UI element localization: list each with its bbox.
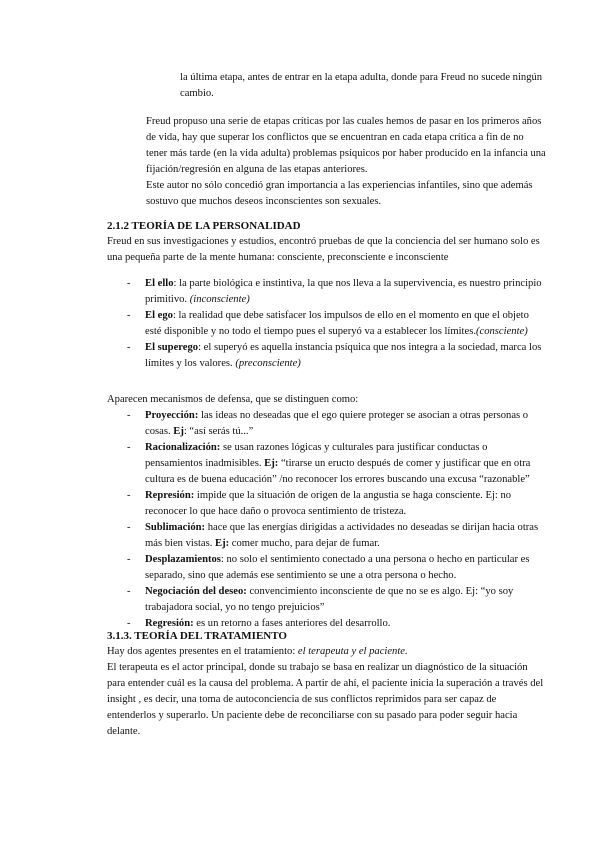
item-note: (consciente) <box>475 326 528 337</box>
dash-bullet: - <box>127 618 131 629</box>
list-item-ello <box>107 276 547 308</box>
list-item-sublimacion <box>107 520 547 552</box>
dash-bullet: - <box>127 278 131 289</box>
tratamiento-intro <box>107 644 547 660</box>
item-text: impide que la situación de origen de la angustia se haga consciente. Ej: no reconocer lo que hace daño o provoca sentimiento de tristeza. <box>145 490 512 517</box>
item-text: : la realidad que debe satisfacer los impulsos de ello en el momento en que el objeto esté disponible y no todo el tiempo pues el superyó va a establecer los límites. <box>145 310 529 337</box>
mecanismos-intro: Aparecen mecanismos de defensa, que se distinguen como: <box>107 394 359 405</box>
item-text: : no solo el sentimiento conectado a una persona o hecho en particular es separado, sino que además ese sentimiento se une a otra persona o hecho. <box>145 554 530 581</box>
dash-bullet: - <box>127 522 131 533</box>
dash-bullet: - <box>127 442 131 453</box>
list-item-desplazamientos <box>107 552 547 584</box>
item-text: se usan razones lógicas y culturales para justificar conductas o pensamientos inadmisibles. <box>145 442 488 469</box>
list-item-negociacion <box>107 584 547 616</box>
example-text: comer mucho, para dejar de fumar. <box>229 538 380 549</box>
term: Desplazamientos <box>145 554 221 565</box>
item-note: (preconsciente) <box>235 358 301 369</box>
example-label: Ej: <box>264 458 279 469</box>
term: Negociación del deseo: <box>145 586 247 597</box>
dash-bullet: - <box>127 490 131 501</box>
freud-paragraph-line1: Freud propuso una serie de etapas críticas por las cuales hemos de pasar en los primeros años de vida, hay que superar los conflictos que se encuentran en cada etapa crítica a fin de no tener más tarde (en la vida adulta) problemas psíquicos por haber producido en la infancia una fijación/regresión en alguna de las etapas anteriores. <box>146 116 546 175</box>
example-label: Ej <box>173 426 184 437</box>
tratamiento-paragraph: El terapeuta es el actor principal, donde su trabajo se basa en realizar un diagnóstico de la situación para entender cuál es la causa del problema. A partir de ahí, el paciente inicia la superación a través del insight , es decir, una toma de autoconciencia de sus conflictos reprimidos para ser capaz de entenderlos y superarlo. Un paciente debe de reconciliarse con su pasado para poder seguir hacia delante. <box>107 662 544 737</box>
dash-bullet: - <box>127 554 131 565</box>
tratamiento-body <box>107 644 547 740</box>
term: El superego <box>145 342 199 353</box>
list-item-racionalizacion <box>107 440 547 488</box>
item-text: : la parte biológica e instintiva, la que nos lleva a la supervivencia, es nuestro principio primitivo. <box>145 278 542 305</box>
term: Proyección: <box>145 410 199 421</box>
dash-bullet: - <box>127 586 131 597</box>
freud-stages-paragraph <box>146 114 546 210</box>
term: Regresión: <box>145 618 194 629</box>
list-item-proyeccion <box>107 408 547 440</box>
item-text: hace que las energías dirigidas a actividades no deseadas se dirijan hacia otras más bien vistas. <box>145 522 539 549</box>
item-text: es un retorno a fases anteriores del desarrollo. <box>193 618 391 629</box>
dash-bullet: - <box>127 410 131 421</box>
term: El ego <box>145 310 173 321</box>
mecanismos-list <box>107 408 547 632</box>
tratamiento-intro-italic: el terapeuta y el paciente. <box>297 646 408 657</box>
example-label: Ej: <box>215 538 230 549</box>
example-text: “tirarse un eructo después de comer y justificar que en otra cultura es de buena educación” /no reconocer los errores buscando una excusa “razonable” <box>145 458 531 485</box>
personalidad-list <box>107 276 547 372</box>
list-item-represion <box>107 488 547 520</box>
item-text: : el superyó es aquella instancia psíquica que nos integra a la sociedad, marca los límites y los valores. <box>145 342 542 369</box>
tratamiento-intro-prefix: Hay dos agentes presentes en el tratamiento: <box>107 646 298 657</box>
dash-bullet: - <box>127 342 131 353</box>
fragment-paragraph: la última etapa, antes de entrar en la etapa adulta, donde para Freud no sucede ningún cambio. <box>180 72 543 99</box>
term: Sublimación: <box>145 522 206 533</box>
term: Racionalización: <box>145 442 221 453</box>
list-item-superego <box>107 340 547 372</box>
item-note: (inconsciente) <box>189 294 250 305</box>
item-text: las ideas no deseadas que el ego quiere proteger se asocian a otras personas o cosas. <box>145 410 529 437</box>
freud-paragraph-line2: Este autor no sólo concedió gran importancia a las experiencias infantiles, sino que además sostuvo que muchos deseos inconscientes son sexuales. <box>146 180 533 207</box>
personalidad-intro: Freud en sus investigaciones y estudios, encontró pruebas de que la conciencia del ser humano solo es una pequeña parte de la mente humana: consciente, preconsciente e inconsciente <box>107 236 540 263</box>
item-text: convencimiento inconsciente de que no se es algo. Ej: “yo soy trabajadora social, yo no tengo prejuicios” <box>145 586 514 613</box>
heading-personalidad: 2.1.2 TEORÍA DE LA PERSONALIDAD <box>107 220 301 232</box>
term: El ello <box>145 278 174 289</box>
dash-bullet: - <box>127 310 131 321</box>
example-text: : “así serás tú...” <box>183 426 254 437</box>
list-item-ego <box>107 308 547 340</box>
term: Represión: <box>145 490 195 501</box>
heading-tratamiento: 3.1.3. TEORÍA DEL TRATAMIENTO <box>107 630 287 642</box>
